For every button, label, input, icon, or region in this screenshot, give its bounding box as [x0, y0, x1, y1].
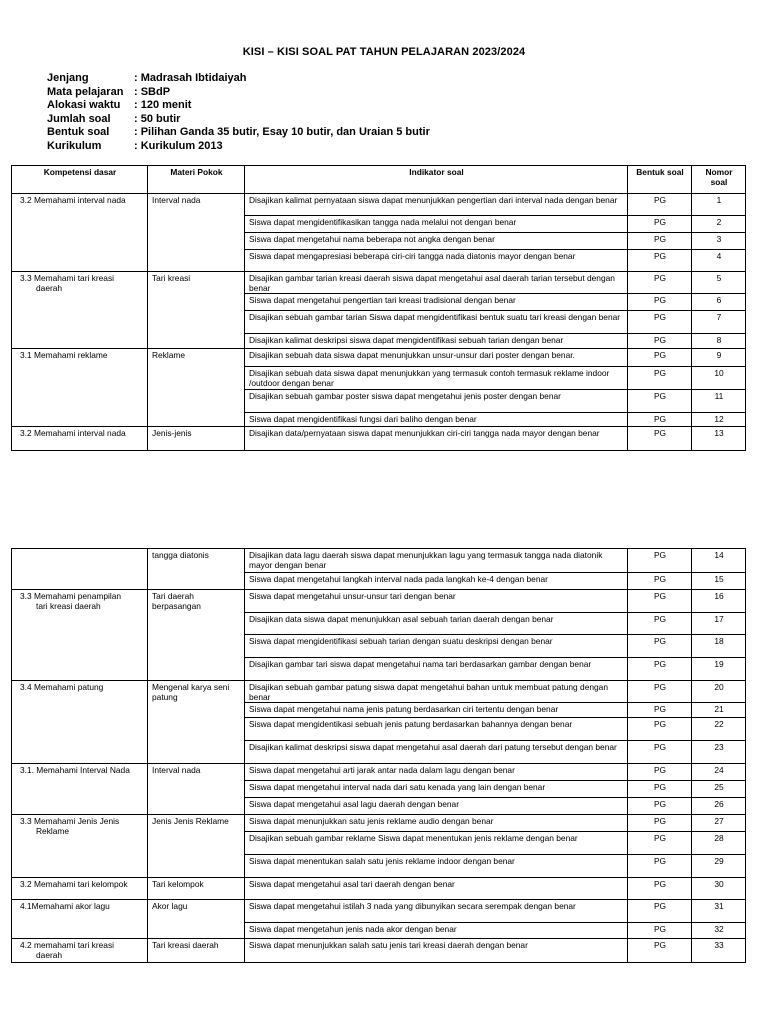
indikator-soal-cell: Siswa dapat mengetahun jenis nada akor dengan benar	[245, 923, 628, 939]
table-row	[12, 590, 746, 613]
indikator-soal-cell: Siswa dapat mengetahui istilah 3 nada yang dibunyikan secara serempak dengan benar	[245, 900, 628, 923]
materi-pokok-cell: Akor lagu	[148, 900, 245, 939]
info-label: Bentuk soal	[47, 126, 110, 139]
bentuk-soal-cell: PG	[628, 815, 692, 832]
nomor-soal-cell: 12	[692, 413, 746, 427]
info-row-jenjang	[47, 72, 430, 86]
indikator-soal-cell: Siswa dapat mengidentifikasikan tangga nada melalui not dengan benar	[245, 216, 628, 233]
document-info	[47, 72, 430, 154]
bentuk-soal-cell: PG	[628, 798, 692, 815]
materi-pokok-cell: Tari kreasi	[148, 272, 245, 349]
nomor-soal-cell: 3	[692, 233, 746, 250]
header-kompetensi-dasar: Kompetensi dasar	[12, 166, 148, 194]
kompetensi-dasar-cell	[12, 939, 148, 963]
kompetensi-dasar-text-cont: daerah	[36, 283, 63, 293]
indikator-soal-cell: Siswa dapat mengetahui unsur-unsur tari dengan benar	[245, 590, 628, 613]
nomor-soal-cell: 27	[692, 815, 746, 832]
header-indikator-soal: Indikator soal	[245, 166, 628, 194]
nomor-soal-cell: 9	[692, 349, 746, 367]
table-row	[12, 900, 746, 923]
nomor-soal-cell: 11	[692, 390, 746, 413]
indikator-soal-cell: Disajikan sebuah gambar reklame Siswa dapat menentukan jenis reklame dengan benar	[245, 832, 628, 855]
bentuk-soal-cell: PG	[628, 741, 692, 764]
bentuk-soal-cell: PG	[628, 939, 692, 963]
indikator-soal-cell: Siswa dapat mengidentifikasi fungsi dari baliho dengan benar	[245, 413, 628, 427]
nomor-soal-cell: 10	[692, 367, 746, 390]
bentuk-soal-cell: PG	[628, 272, 692, 294]
bentuk-soal-cell: PG	[628, 390, 692, 413]
bentuk-soal-cell: PG	[628, 764, 692, 781]
materi-pokok-cell: Reklame	[148, 349, 245, 427]
info-value: : 120 menit	[134, 99, 192, 112]
table-row	[12, 194, 746, 216]
kompetensi-dasar-text: 4.2 memahami tari kreasi	[20, 940, 115, 950]
kompetensi-dasar-cell	[12, 349, 148, 427]
nomor-soal-cell: 23	[692, 741, 746, 764]
indikator-soal-cell: Disajikan sebuah data siswa dapat menunjukkan unsur-unsur dari poster dengan benar.	[245, 349, 628, 367]
info-value: : Kurikulum 2013	[134, 139, 223, 152]
bentuk-soal-cell: PG	[628, 573, 692, 590]
info-value: : 50 butir	[134, 112, 181, 125]
kompetensi-dasar-text: 3.2 Memahami interval nada	[20, 195, 126, 205]
kisi-table-page-2	[11, 548, 746, 963]
kisi-table-page-1	[11, 165, 746, 451]
header-nomor-soal: Nomor soal	[692, 166, 746, 194]
materi-pokok-cell: Interval nada	[148, 194, 245, 272]
indikator-soal-cell: Disajikan kalimat deskripsi siswa dapat mengetahui asal daerah dari patung tersebut dengan benar	[245, 741, 628, 764]
table-row	[12, 349, 746, 367]
nomor-soal-cell: 30	[692, 878, 746, 900]
kompetensi-dasar-text-cont: Reklame	[36, 826, 70, 836]
kompetensi-dasar-text-cont: daerah	[36, 950, 63, 960]
nomor-soal-cell: 20	[692, 681, 746, 703]
info-row-bentuk-soal	[47, 126, 430, 140]
bentuk-soal-cell: PG	[628, 832, 692, 855]
bentuk-soal-cell: PG	[628, 681, 692, 703]
indikator-soal-cell: Siswa dapat menentukan salah satu jenis reklame indoor dengan benar	[245, 855, 628, 878]
info-row-alokasi-waktu	[47, 99, 430, 113]
kompetensi-dasar-text: 3.2 Memahami tari kelompok	[20, 879, 128, 889]
info-value: : Pilihan Ganda 35 butir, Esay 10 butir, dan Uraian 5 butir	[134, 126, 430, 139]
table-row	[12, 681, 746, 703]
kompetensi-dasar-text: 3.2 Memahami interval nada	[20, 428, 126, 438]
nomor-soal-cell: 24	[692, 764, 746, 781]
table-row	[12, 939, 746, 963]
bentuk-soal-cell: PG	[628, 349, 692, 367]
indikator-soal-cell: Siswa dapat mengetahui arti jarak antar nada dalam lagu dengan benar	[245, 764, 628, 781]
info-row-jumlah-soal	[47, 113, 430, 127]
nomor-soal-cell: 13	[692, 427, 746, 451]
materi-pokok-cell: Tari kelompok	[148, 878, 245, 900]
kompetensi-dasar-text: 3.4 Memahami patung	[20, 682, 104, 692]
table-row	[12, 549, 746, 573]
nomor-soal-cell: 26	[692, 798, 746, 815]
nomor-soal-cell: 16	[692, 590, 746, 613]
kompetensi-dasar-cell	[12, 878, 148, 900]
materi-pokok-cell: Tari kreasi daerah	[148, 939, 245, 963]
materi-pokok-cell: tangga diatonis	[148, 549, 245, 590]
table-body	[12, 549, 746, 963]
indikator-soal-cell: Siswa dapat mengetahui nama jenis patung berdasarkan ciri tertentu dengan benar	[245, 703, 628, 718]
kompetensi-dasar-text: 3.3 Memahami penampilan	[20, 591, 122, 601]
table-body	[12, 194, 746, 451]
indikator-soal-cell: Siswa dapat mengetahui langkah interval nada pada langkah ke-4 dengan benar	[245, 573, 628, 590]
bentuk-soal-cell: PG	[628, 311, 692, 334]
header-materi-pokok: Materi Pokok	[148, 166, 245, 194]
bentuk-soal-cell: PG	[628, 294, 692, 311]
nomor-soal-cell: 22	[692, 718, 746, 741]
bentuk-soal-cell: PG	[628, 194, 692, 216]
indikator-soal-cell: Siswa dapat mengetahui interval nada dari satu kenada yang lain dengan benar	[245, 781, 628, 798]
info-row-mata-pelajaran	[47, 86, 430, 100]
kompetensi-dasar-text: 3.3 Memahami Jenis Jenis	[20, 816, 120, 826]
indikator-soal-cell: Siswa dapat mengetahui pengertian tari kreasi tradisional dengan benar	[245, 294, 628, 311]
bentuk-soal-cell: PG	[628, 923, 692, 939]
materi-pokok-cell: Interval nada	[148, 764, 245, 815]
bentuk-soal-cell: PG	[628, 367, 692, 390]
bentuk-soal-cell: PG	[628, 855, 692, 878]
info-value: : SBdP	[134, 85, 171, 98]
bentuk-soal-cell: PG	[628, 250, 692, 272]
indikator-soal-cell: Siswa dapat menunjukkan salah satu jenis tari kreasi daerah dengan benar	[245, 939, 628, 963]
bentuk-soal-cell: PG	[628, 635, 692, 658]
table-row	[12, 764, 746, 781]
indikator-soal-cell: Disajikan kalimat pernyataan siswa dapat menunjukkan pengertian dari interval nada dengan benar	[245, 194, 628, 216]
bentuk-soal-cell: PG	[628, 413, 692, 427]
nomor-soal-cell: 8	[692, 334, 746, 349]
nomor-soal-cell: 6	[692, 294, 746, 311]
indikator-soal-cell: Siswa dapat mengapresiasi beberapa ciri-ciri tangga nada diatonis mayor dengan benar	[245, 250, 628, 272]
info-label: Alokasi waktu	[47, 99, 121, 112]
bentuk-soal-cell: PG	[628, 233, 692, 250]
bentuk-soal-cell: PG	[628, 590, 692, 613]
kompetensi-dasar-cell	[12, 764, 148, 815]
indikator-soal-cell: Disajikan data/pernyataan siswa dapat menunjukkan ciri-ciri tangga nada mayor dengan benar	[245, 427, 628, 451]
header-bentuk-soal: Bentuk soal	[628, 166, 692, 194]
nomor-soal-cell: 21	[692, 703, 746, 718]
nomor-soal-cell: 28	[692, 832, 746, 855]
nomor-soal-cell: 17	[692, 613, 746, 635]
kompetensi-dasar-cell	[12, 590, 148, 681]
nomor-soal-cell: 33	[692, 939, 746, 963]
table-header-row	[12, 166, 746, 194]
indikator-soal-cell: Siswa dapat mengetahui asal tari daerah dengan benar	[245, 878, 628, 900]
nomor-soal-cell: 1	[692, 194, 746, 216]
kompetensi-dasar-cell	[12, 549, 148, 590]
nomor-soal-cell: 18	[692, 635, 746, 658]
bentuk-soal-cell: PG	[628, 549, 692, 573]
indikator-soal-cell: Disajikan kalimat deskripsi siswa dapat mengidentifikasi sebuah tarian dengan benar	[245, 334, 628, 349]
bentuk-soal-cell: PG	[628, 658, 692, 681]
indikator-soal-cell: Disajikan sebuah gambar poster siswa dapat mengetahui jenis poster dengan benar	[245, 390, 628, 413]
bentuk-soal-cell: PG	[628, 613, 692, 635]
bentuk-soal-cell: PG	[628, 878, 692, 900]
bentuk-soal-cell: PG	[628, 427, 692, 451]
indikator-soal-cell: Disajikan gambar tari siswa dapat mengetahui nama tari berdasarkan gambar dengan benar	[245, 658, 628, 681]
nomor-soal-cell: 31	[692, 900, 746, 923]
document-title: KISI – KISI SOAL PAT TAHUN PELAJARAN 2023/2024	[242, 46, 526, 58]
kompetensi-dasar-text: 3.1. Memahami Interval Nada	[20, 765, 130, 775]
info-row-kurikulum	[47, 140, 430, 154]
materi-pokok-cell: Jenis Jenis Reklame	[148, 815, 245, 878]
indikator-soal-cell: Siswa dapat mengidentifikasi sebuah tarian dengan suatu deskripsi dengan benar	[245, 635, 628, 658]
info-label: Kurikulum	[47, 139, 102, 152]
info-label: Jenjang	[47, 72, 89, 84]
nomor-soal-cell: 19	[692, 658, 746, 681]
indikator-soal-cell: Siswa dapat menunjukkan satu jenis reklame audio dengan benar	[245, 815, 628, 832]
kompetensi-dasar-text-cont: tari kreasi daerah	[36, 601, 101, 611]
nomor-soal-cell: 29	[692, 855, 746, 878]
kompetensi-dasar-cell	[12, 815, 148, 878]
indikator-soal-cell: Disajikan sebuah data siswa dapat menunjukkan yang termasuk contoh termasuk reklame indoor /outdoor dengan benar	[245, 367, 628, 390]
table-row	[12, 815, 746, 832]
nomor-soal-cell: 4	[692, 250, 746, 272]
indikator-soal-cell: Disajikan gambar tarian kreasi daerah siswa dapat mengetahui asal daerah tarian tersebut dengan benar	[245, 272, 628, 294]
kompetensi-dasar-cell	[12, 427, 148, 451]
indikator-soal-cell: Siswa dapat mengidentikasi sebuah jenis patung berdasarkan bahannya dengan benar	[245, 718, 628, 741]
indikator-soal-cell: Disajikan data siswa dapat menunjukkan asal sebuah tarian daerah dengan benar	[245, 613, 628, 635]
bentuk-soal-cell: PG	[628, 781, 692, 798]
materi-pokok-cell: Tari daerah berpasangan	[148, 590, 245, 681]
kompetensi-dasar-cell	[12, 900, 148, 939]
nomor-soal-cell: 5	[692, 272, 746, 294]
nomor-soal-cell: 14	[692, 549, 746, 573]
kompetensi-dasar-cell	[12, 272, 148, 349]
indikator-soal-cell: Disajikan sebuah gambar patung siswa dapat mengetahui bahan untuk membuat patung dengan benar	[245, 681, 628, 703]
nomor-soal-cell: 32	[692, 923, 746, 939]
bentuk-soal-cell: PG	[628, 334, 692, 349]
nomor-soal-cell: 7	[692, 311, 746, 334]
info-label: Mata pelajaran	[47, 85, 124, 98]
indikator-soal-cell: Disajikan sebuah gambar tarian Siswa dapat mengidentifikasi bentuk suatu tari kreasi dengan benar	[245, 311, 628, 334]
indikator-soal-cell: Siswa dapat mengetahui asal lagu daerah dengan benar	[245, 798, 628, 815]
nomor-soal-cell: 15	[692, 573, 746, 590]
bentuk-soal-cell: PG	[628, 900, 692, 923]
kompetensi-dasar-text: 3.3 Memahami tari kreasi	[20, 273, 115, 283]
table-row	[12, 878, 746, 900]
info-value: : Madrasah Ibtidaiyah	[134, 72, 247, 84]
table-row	[12, 272, 746, 294]
kompetensi-dasar-text: 3.1 Memahami reklame	[20, 350, 108, 360]
kompetensi-dasar-cell	[12, 194, 148, 272]
materi-pokok-cell: Mengenal karya seni patung	[148, 681, 245, 764]
indikator-soal-cell: Siswa dapat mengetahui nama beberapa not angka dengan benar	[245, 233, 628, 250]
kompetensi-dasar-cell	[12, 681, 148, 764]
table-row	[12, 427, 746, 451]
nomor-soal-cell: 25	[692, 781, 746, 798]
bentuk-soal-cell: PG	[628, 216, 692, 233]
bentuk-soal-cell: PG	[628, 703, 692, 718]
materi-pokok-cell: Jenis-jenis	[148, 427, 245, 451]
bentuk-soal-cell: PG	[628, 718, 692, 741]
nomor-soal-cell: 2	[692, 216, 746, 233]
info-label: Jumlah soal	[47, 112, 111, 125]
kompetensi-dasar-text: 4.1Memahami akor lagu	[20, 901, 110, 911]
indikator-soal-cell: Disajikan data lagu daerah siswa dapat menunjukkan lagu yang termasuk tangga nada diatonik mayor dengan benar	[245, 549, 628, 573]
